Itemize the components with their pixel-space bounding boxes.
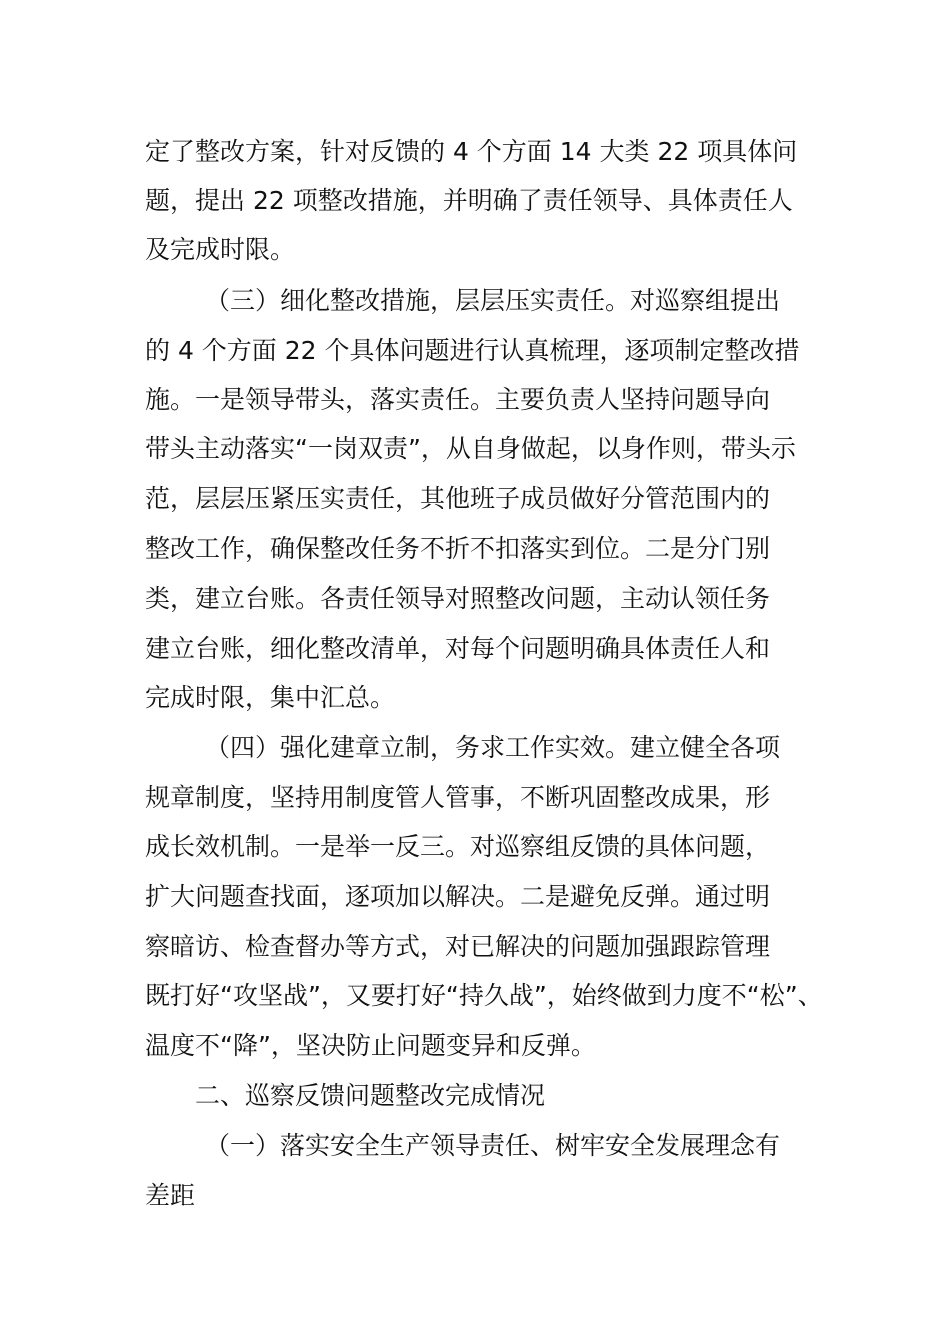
section-heading: 二、巡察反馈问题整改完成情况 [195,1081,546,1110]
text-line: 类，建立台账。各责任领导对照整改问题，主动认领任务 [145,584,771,613]
text-line: 及完成时限。 [145,235,296,264]
text-line: 温度不“降”，坚决防止问题变异和反弹。 [145,1031,596,1060]
text-line: 既打好“攻坚战”，又要打好“持久战”，始终做到力度不“松”、 [145,981,823,1010]
text-line: 扩大问题查找面，逐项加以解决。二是避免反弹。通过明 [145,882,771,911]
text-line: 带头主动落实“一岗双责”，从自身做起，以身作则，带头示 [145,434,796,463]
text-line: 建立台账，细化整改清单，对每个问题明确具体责任人和 [145,634,771,663]
text-line: 完成时限，集中汇总。 [145,683,396,712]
text-line: 的 4 个方面 22 个具体问题进行认真梳理，逐项制定整改措 [145,336,800,365]
paragraph-heading-4: （四）强化建章立制，务求工作实效。建立健全各项 [205,733,781,762]
text-line: 题，提出 22 项整改措施，并明确了责任领导、具体责任人 [145,186,793,215]
text-line: 施。一是领导带头，落实责任。主要负责人坚持问题导向 [145,385,771,414]
subsection-heading: （一）落实安全生产领导责任、树牢安全发展理念有 [205,1131,781,1160]
text-line: 范，层层压紧压实责任，其他班子成员做好分管范围内的 [145,484,771,513]
text-line: 差距 [145,1181,196,1210]
text-line: 规章制度，坚持用制度管人管事，不断巩固整改成果，形 [145,783,771,812]
text-line: 定了整改方案，针对反馈的 4 个方面 14 大类 22 项具体问 [145,137,798,166]
paragraph-heading-3: （三）细化整改措施，层层压实责任。对巡察组提出 [205,286,781,315]
text-line: 成长效机制。一是举一反三。对巡察组反馈的具体问题， [145,832,771,861]
text-line: 整改工作，确保整改任务不折不扣落实到位。二是分门别 [145,534,771,563]
text-line: 察暗访、检查督办等方式，对已解决的问题加强跟踪管理 [145,932,771,961]
